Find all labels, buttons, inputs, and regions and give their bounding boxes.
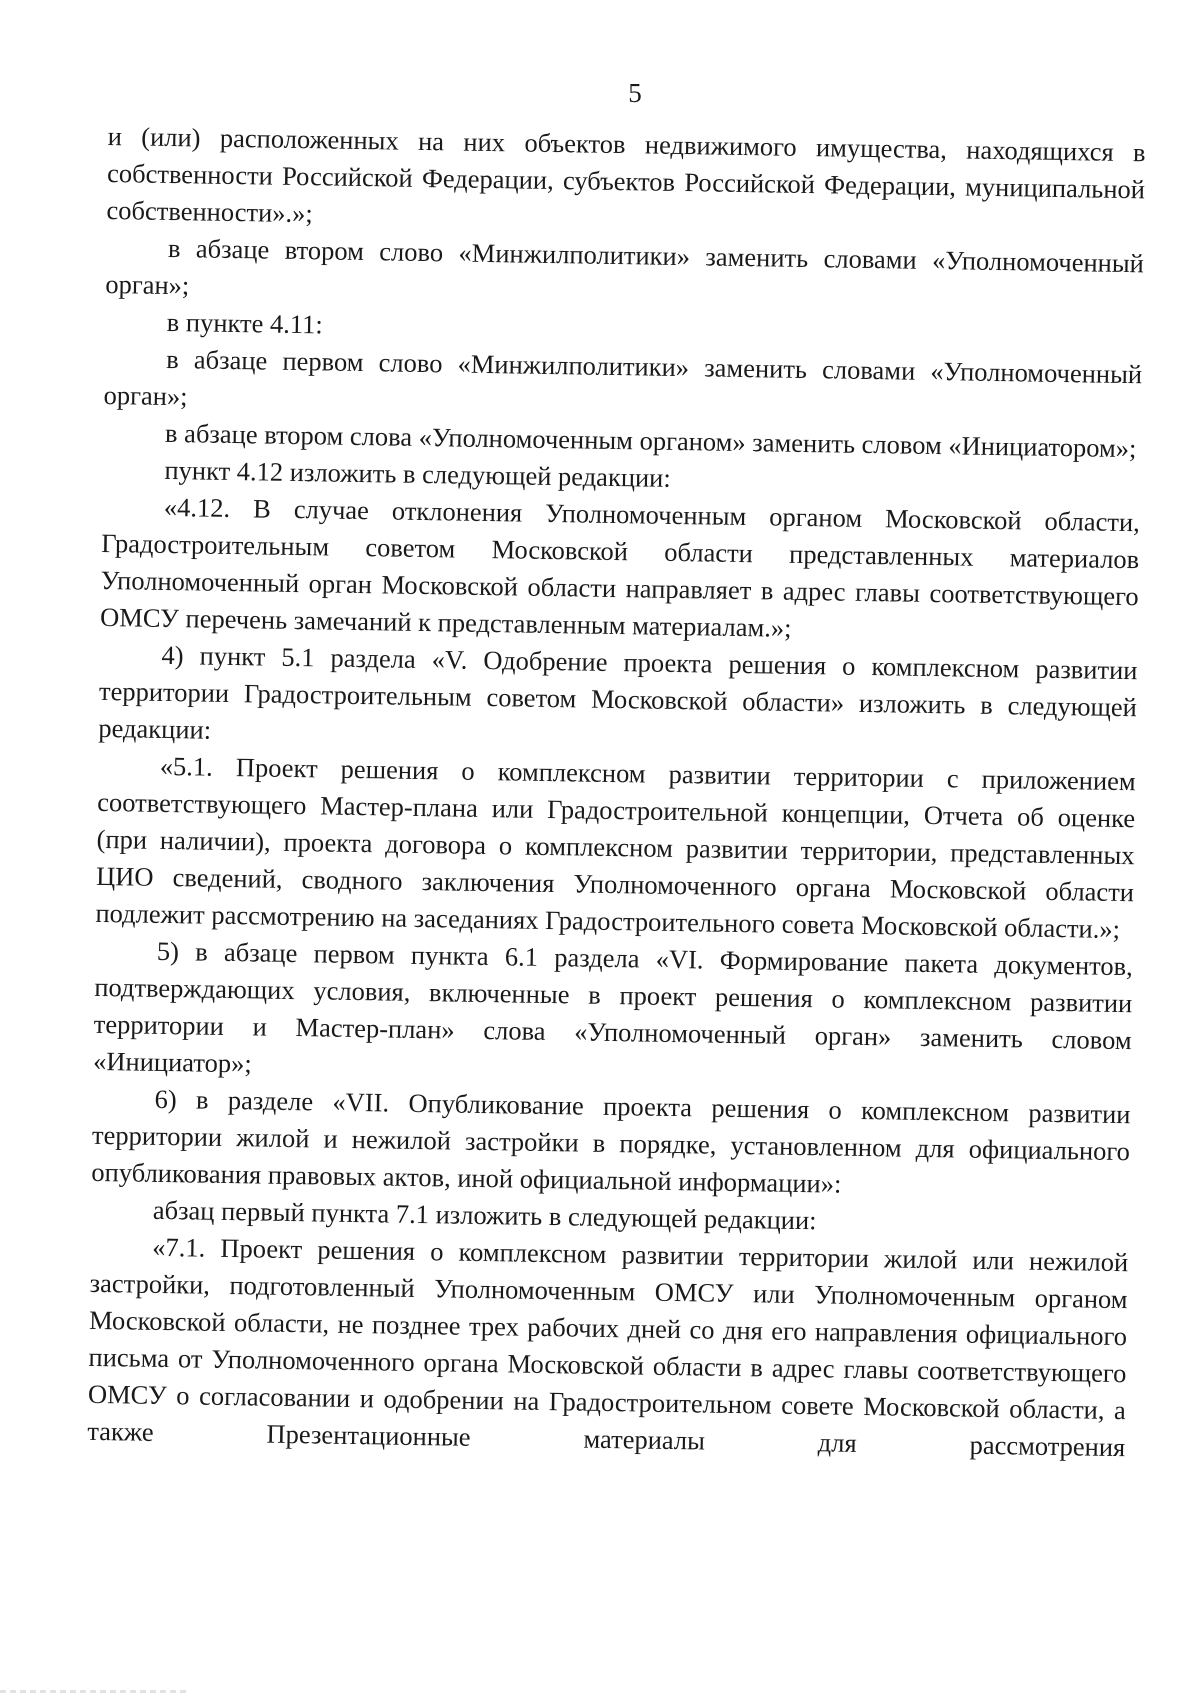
paragraph-punkt-4-11: в пункте 4.11: (166, 306, 324, 340)
paragraph-item-4: 4) пункт 5.1 раздела «V. Одобрение проекта решения о комплексном развитии территории Градостроительным советом Московской области» изложить в следующей редакции: (98, 639, 1138, 745)
paragraph-quote-4-12: «4.12. В случае отклонения Уполномоченным органом Московской области, Градостроительным советом Московской области представленных материалов Уполномоченный орган Московской области направляет в адрес главы соответствующего ОМСУ перечень замечаний к представленным материалам.»; (99, 491, 1141, 643)
paragraph-abzac-pervom: в абзаце первом слово «Минжилполитики» заменить словами «Уполномоченный орган»; (103, 343, 1143, 412)
paragraph-punkt-7-1: абзац первый пункта 7.1 изложить в следующей редакции: (152, 1194, 817, 1236)
paragraph-item-5: 5) в абзаце первом пункта 6.1 раздела «VI. Формирование пакета документов, подтверждающих условия, включенные в проект решения о комплексном развитии территории и Мастер-план» слова «Уполномоченный орган» заменить словом «Инициатор»; (92, 935, 1134, 1079)
document-body (87, 118, 1146, 1466)
paragraph-quote-5-1: «5.1. Проект решения о комплексном развитии территории с приложением соответствующего Мастер-плана или Градостроительной концепции, Отчета об оценке (при наличии), проекта договора о комплексном развитии территории, представленных ЦИО сведений, сводного заключения Уполномоченного органа Московской области подлежит рассмотрению на заседаниях Градостроительного совета Московской области.»; (95, 750, 1136, 944)
paragraph-punkt-4-12: пункт 4.12 изложить в следующей редакции: (164, 454, 671, 493)
page-number: 5 (628, 78, 642, 108)
paragraph-abzac-vtorom: в абзаце втором слово «Минжилполитики» заменить словами «Уполномоченный орган»; (105, 232, 1145, 301)
paragraph-item-6: 6) в разделе «VII. Опубликование проекта решения о комплексном развитии территории жилой и нежилой застройки в порядке, установленном для официального опубликования правовых актов, иной официальной информации»: (91, 1083, 1131, 1199)
paragraph-abzac-vtorom-slova: в абзаце втором слова «Уполномоченным органом» заменить словом «Инициатором»; (164, 417, 1137, 464)
paragraph-quote-7-1: «7.1. Проект решения о комплексном развитии территории жилой или нежилой застройки, подготовленный Уполномоченным ОМСУ или Уполномоченным органом Московской области, не позднее трех рабочих дней со дня его направления официального письма от Уполномоченного органа Московской области в адрес главы соответствующего ОМСУ о согласовании и одобрении на Градостроительном совете Московской области, а также Презентационные материалы для рассмотрения (87, 1231, 1129, 1463)
scan-artifact (0, 1690, 190, 1693)
paragraph-continuation: и (или) расположенных на них объектов недвижимого имущества, находящихся в собственности Российской Федерации, субъектов Российской Федерации, муниципальной собственности».»; (106, 120, 1146, 229)
